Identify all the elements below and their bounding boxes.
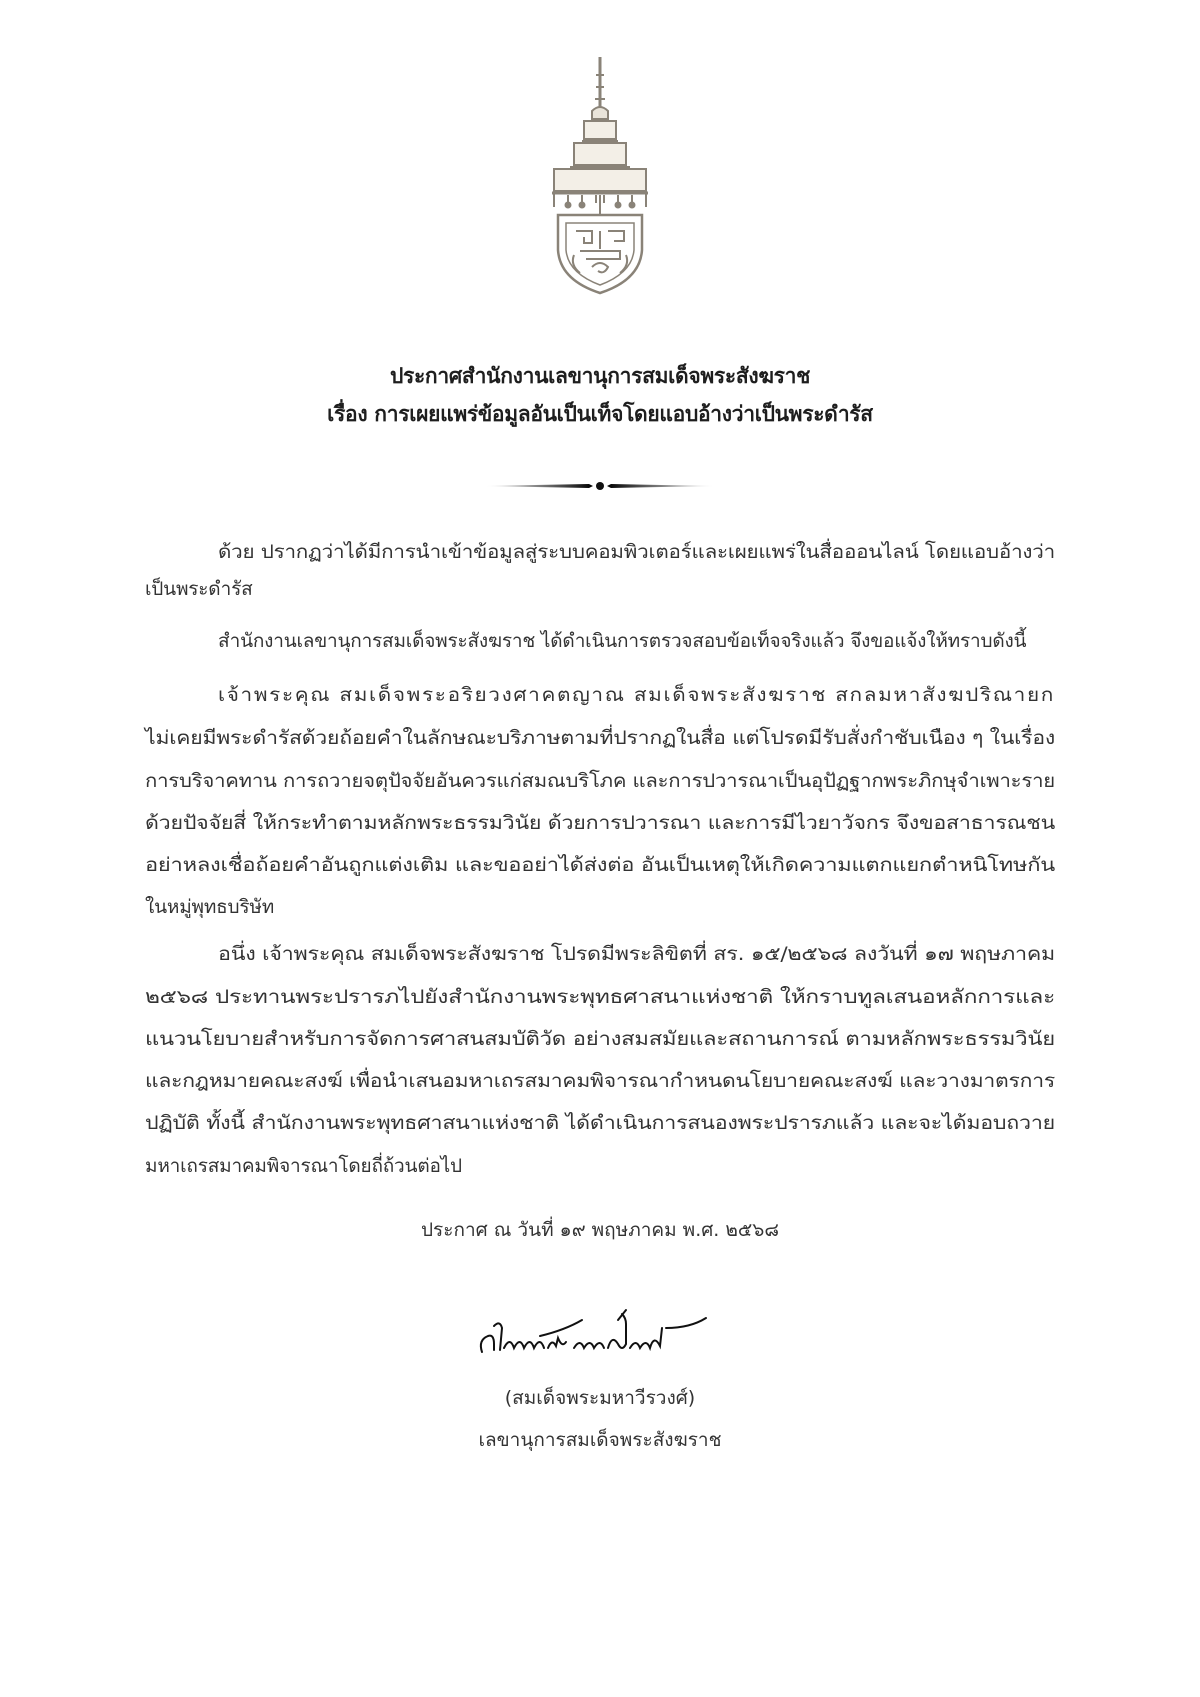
paragraph-4-line-3: แนวนโยบายสำหรับการจัดการศาสนสมบัติวัด อย่างสมสมัยและสถานการณ์ ตามหลักพระธรรมวินัย	[145, 1028, 1055, 1050]
paragraph-1-line-1: ด้วย ปรากฏว่าได้มีการนำเข้าข้อมูลสู่ระบบคอมพิวเตอร์และเผยแพร่ในสื่อออนไลน์ โดยแอบอ้างว่า	[218, 541, 1055, 563]
announcement-date: ประกาศ ณ วันที่ ๑๙ พฤษภาคม พ.ศ. ๒๕๖๘	[421, 1219, 779, 1241]
announcement-subject: เรื่อง การเผยแพร่ข้อมูลอันเป็นเท็จโดยแอบอ้างว่าเป็นพระดำรัส	[327, 402, 873, 426]
paragraph-4-line-4: และกฎหมายคณะสงฆ์ เพื่อนำเสนอมหาเถรสมาคมพิจารณากำหนดนโยบายคณะสงฆ์ และวางมาตรการ	[145, 1070, 1055, 1092]
emblem-icon	[540, 55, 660, 295]
ornamental-divider	[485, 478, 715, 494]
paragraph-3-line-5: อย่าหลงเชื่อถ้อยคำอันถูกแต่งเติม และขออย่าได้ส่งต่อ อันเป็นเหตุให้เกิดความแตกแยกตำหนิโทษกัน	[145, 854, 1055, 876]
announcement-title: ประกาศสำนักงานเลขานุการสมเด็จพระสังฆราช	[389, 364, 811, 388]
paragraph-3-line-2: ไม่เคยมีพระดำรัสด้วยถ้อยคำในลักษณะบริภาษตามที่ปรากฏในสื่อ แต่โปรดมีรับสั่งกำชับเนือง ๆ ในเรื่อง	[145, 727, 1055, 749]
paragraph-3-line-6: ในหมู่พุทธบริษัท	[145, 896, 275, 918]
paragraph-4-line-5: ปฏิบัติ ทั้งนี้ สำนักงานพระพุทธศาสนาแห่งชาติ ได้ดำเนินการสนองพระปรารภแล้ว และจะได้มอบถวาย	[145, 1112, 1055, 1134]
signature-image	[470, 1300, 720, 1360]
signer-title: เลขานุการสมเด็จพระสังฆราช	[478, 1429, 722, 1451]
paragraph-3-line-4: ด้วยปัจจัยสี่ ให้กระทำตามหลักพระธรรมวินัย ด้วยการปวารณา และการมีไวยาวัจกร จึงขอสาธารณชน	[145, 812, 1055, 834]
signer-name: (สมเด็จพระมหาวีรวงศ์)	[504, 1387, 696, 1409]
paragraph-1-line-2: เป็นพระดำรัส	[145, 578, 253, 600]
paragraph-3-line-1: เจ้าพระคุณ สมเด็จพระอริยวงศาคตญาณ สมเด็จพระสังฆราช สกลมหาสังฆปริณายก	[218, 684, 1055, 706]
paragraph-3-line-3: การบริจาคทาน การถวายจตุปัจจัยอันควรแก่สมณบริโภค และการปวารณาเป็นอุปัฏฐากพระภิกษุจำเพาะราย	[145, 770, 1055, 792]
paragraph-4-line-1: อนึ่ง เจ้าพระคุณ สมเด็จพระสังฆราช โปรดมีพระลิขิตที่ สร. ๑๕/๒๕๖๘ ลงวันที่ ๑๗ พฤษภาคม	[218, 943, 1055, 965]
paragraph-2-line-1: สำนักงานเลขานุการสมเด็จพระสังฆราช ได้ดำเนินการตรวจสอบข้อเท็จจริงแล้ว จึงขอแจ้งให้ทราบดังนี้	[218, 630, 1027, 652]
paragraph-4-line-2: ๒๕๖๘ ประทานพระปรารภไปยังสำนักงานพระพุทธศาสนาแห่งชาติ ให้กราบทูลเสนอหลักการและ	[145, 986, 1055, 1008]
paragraph-4-line-6: มหาเถรสมาคมพิจารณาโดยถี่ถ้วนต่อไป	[145, 1155, 462, 1177]
